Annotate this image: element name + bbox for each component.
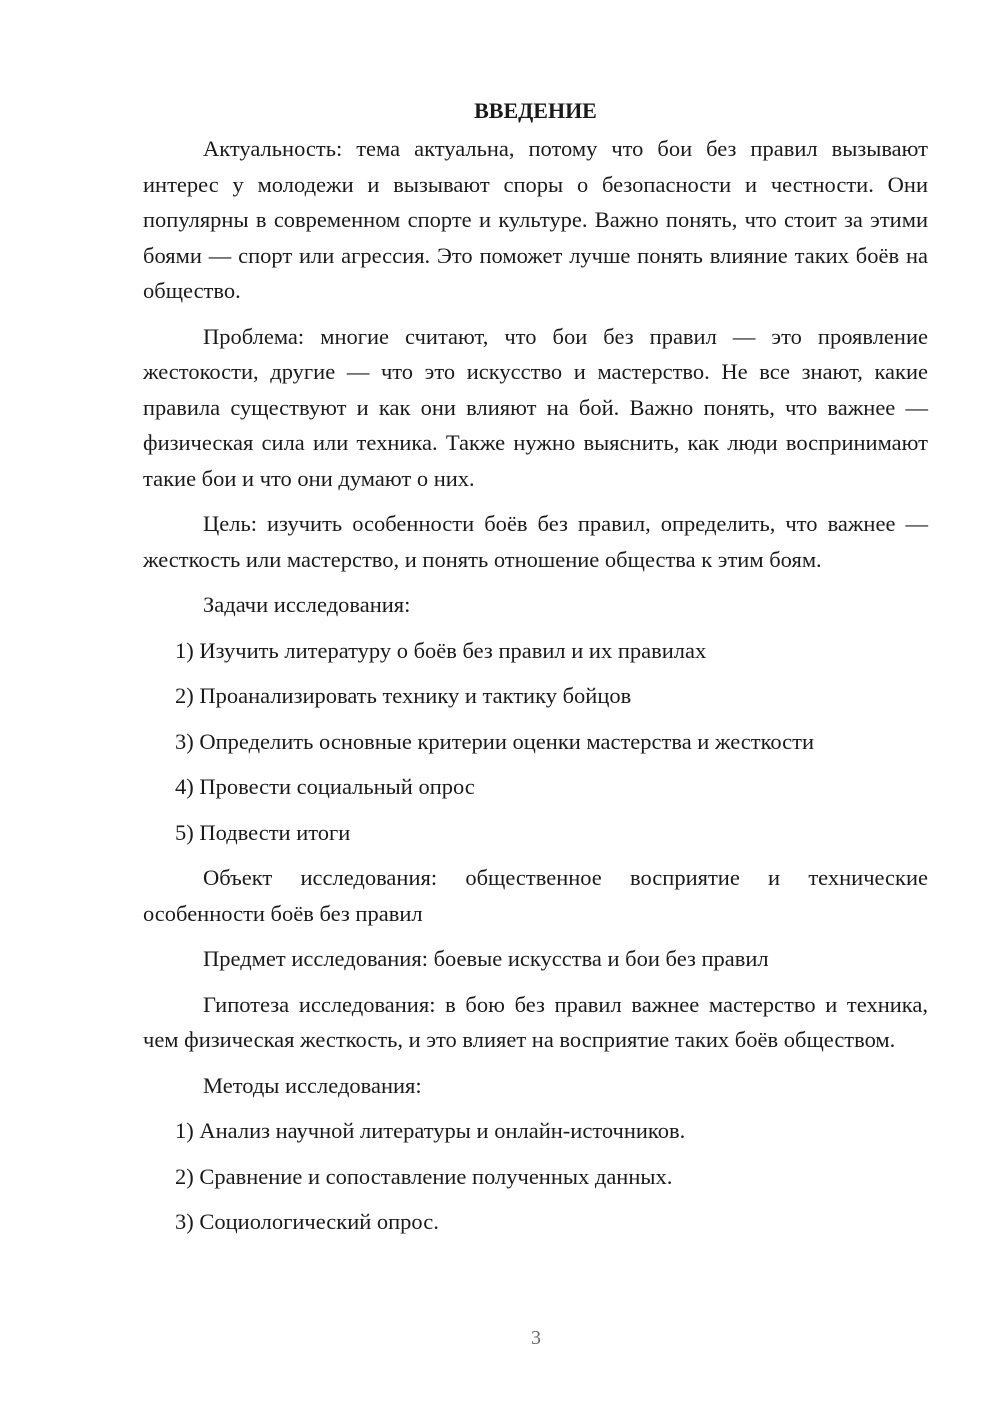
- tasks-heading: Задачи исследования:: [203, 592, 411, 617]
- page-number: 3: [531, 1327, 541, 1349]
- subject-paragraph: Предмет исследования: боевые искусства и бои без правил: [203, 946, 769, 971]
- list-item: 3) Определить основные критерии оценки мастерства и жесткости: [175, 728, 815, 754]
- list-item: 3) Социологический опрос.: [175, 1209, 439, 1234]
- list-item: 4) Провести социальный опрос: [175, 774, 475, 799]
- list-item: 1) Изучить литературу о боёв без правил и их правилах: [175, 637, 707, 663]
- object-paragraph: Объект исследования: общественное восприятие и технические особенности боёв без правил: [143, 865, 928, 926]
- hypothesis-paragraph: Гипотеза исследования: в бою без правил важнее мастерство и техника, чем физическая жесткость, и это влияет на восприятие таких боёв обществом.: [143, 991, 928, 1052]
- relevance-paragraph: Актуальность: тема актуальна, потому что бои без правил вызывают интерес у молодежи и вызывают споры о безопасности и честности. Они популярны в современном спорте и культуре. Важно понять, что стоит за этими боями — спорт или агрессия. Это поможет лучше понять влияние таких боёв на общество.: [143, 136, 928, 303]
- methods-list: [143, 1113, 928, 1240]
- document-page: [143, 92, 928, 1250]
- list-item: 2) Проанализировать технику и тактику бойцов: [175, 683, 632, 708]
- goal-paragraph: Цель: изучить особенности боёв без правил, определить, что важнее — жесткость или мастерство, и понять отношение общества к этим боям.: [143, 511, 928, 572]
- tasks-list: [143, 633, 928, 851]
- list-item: 2) Сравнение и сопоставление полученных данных.: [175, 1163, 673, 1189]
- section-title: ВВЕДЕНИЕ: [474, 98, 597, 123]
- methods-heading: Методы исследования:: [203, 1072, 422, 1098]
- problem-paragraph: Проблема: многие считают, что бои без правил — это проявление жестокости, другие — что это искусство и мастерство. Не все знают, какие правила существуют и как они влияют на бой. Важно понять, что важнее — физическая сила или техника. Также нужно выяснить, как люди воспринимают такие бои и что они думают о них.: [143, 323, 928, 491]
- list-item: 5) Подвести итоги: [175, 819, 351, 845]
- list-item: 1) Анализ научной литературы и онлайн-источников.: [175, 1118, 686, 1143]
